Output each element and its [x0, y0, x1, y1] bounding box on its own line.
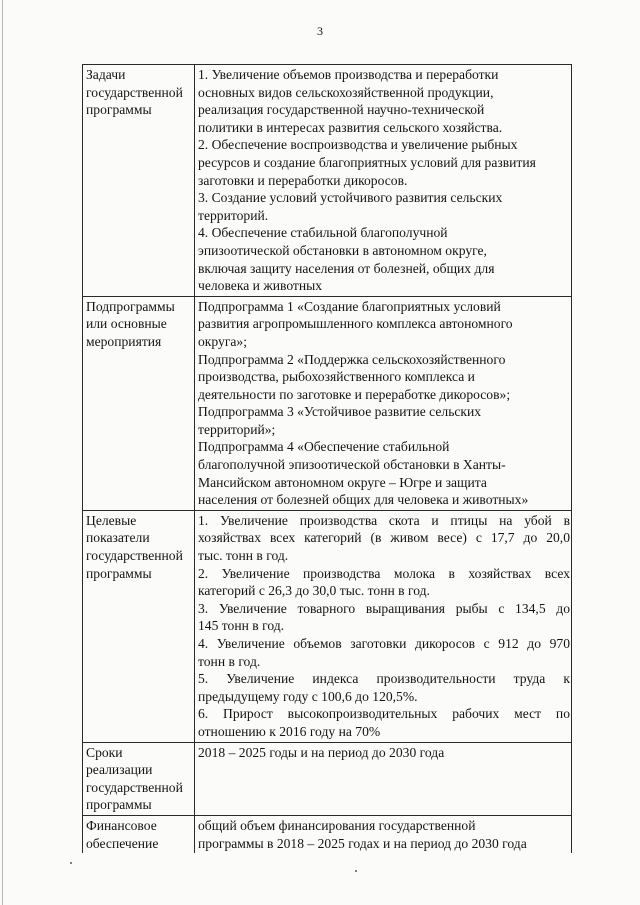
- row-content-line: тыс. тонн в год.: [198, 548, 289, 564]
- row-content-line: эпизоотической обстановки в автономном округе,: [198, 242, 487, 258]
- row-label-line: или основные: [86, 316, 167, 332]
- row-content-line: территорий.: [198, 207, 269, 223]
- row-label-line: Целевые: [86, 512, 137, 528]
- row-content-subprograms: [195, 296, 572, 510]
- row-content-line: 3. Увеличение товарного выращивания рыбы с 134,5 до: [198, 600, 570, 616]
- page-number: 3: [317, 24, 323, 38]
- row-content-line: 2018 – 2025 годы и на период до 2030 года: [198, 744, 445, 760]
- row-label-line: программы: [86, 102, 152, 118]
- row-content-line: 5. Увеличение индекса производительности труда к: [198, 671, 570, 687]
- row-content-line: Подпрограмма 1 «Создание благоприятных условий: [198, 298, 501, 314]
- row-content-line: округа»;: [198, 333, 247, 349]
- row-content-line: заготовки и переработки дикоросов.: [198, 172, 408, 188]
- row-content-line: 145 тонн в год.: [198, 618, 285, 634]
- row-content-line: 3. Создание условий устойчивого развития сельских: [198, 190, 503, 206]
- row-content-line: политики в интересах развития сельского хозяйства.: [198, 119, 503, 135]
- row-content-line: 2. Увеличение производства молока в хозяйствах всех: [198, 565, 570, 581]
- row-content-line: развития агропромышленного комплекса автономного: [198, 316, 513, 332]
- row-content-line: Подпрограмма 4 «Обеспечение стабильной: [198, 439, 450, 455]
- row-content-tasks: [195, 65, 572, 297]
- row-label-line: Подпрограммы: [86, 298, 175, 314]
- row-label-target-indicators: [83, 510, 195, 742]
- row-label-line: обеспечение: [86, 835, 159, 851]
- row-label-line: программы: [86, 565, 152, 581]
- table-row: [83, 742, 572, 815]
- row-label-subprograms: [83, 296, 195, 510]
- row-content-line: деятельности по заготовке и переработке дикоросов»;: [198, 386, 511, 402]
- row-content-line: 1. Увеличение объемов производства и переработки: [198, 67, 499, 82]
- row-label-line: показатели: [86, 530, 150, 546]
- row-label-financing: [83, 815, 195, 853]
- row-content-line: Мансийском автономном округе – Югре и защита: [198, 474, 487, 490]
- row-label-timeframe: [83, 742, 195, 815]
- table-row: [83, 65, 572, 297]
- row-label-tasks: [83, 65, 195, 297]
- table-row: [83, 296, 572, 510]
- table-row: [83, 815, 572, 853]
- row-label-line: государственной: [86, 779, 183, 795]
- row-content-line: тонн в год.: [198, 653, 261, 669]
- row-content-line: программы в 2018 – 2025 годах и на период до 2030 года: [198, 835, 527, 851]
- row-content-timeframe: [195, 742, 572, 815]
- row-content-line: 4. Обеспечение стабильной благополучной: [198, 225, 448, 241]
- scan-edge-mark: [2, 0, 3, 905]
- row-content-line: производства, рыбохозяйственного комплекса и: [198, 369, 475, 385]
- row-content-line: включая защиту населения от болезней, общих для: [198, 260, 495, 276]
- row-content-line: основных видов сельскохозяйственной продукции,: [198, 84, 494, 100]
- row-content-line: территорий»;: [198, 421, 276, 437]
- scan-speck: [355, 870, 357, 872]
- row-content-financing: [195, 815, 572, 853]
- row-label-line: Сроки: [86, 744, 123, 760]
- program-passport-table: [82, 64, 572, 853]
- row-label-line: мероприятия: [86, 333, 162, 349]
- row-content-line: отношению к 2016 году на 70%: [198, 723, 381, 739]
- row-content-line: человека и животных: [198, 278, 323, 294]
- row-content-line: 2. Обеспечение воспроизводства и увеличение рыбных: [198, 137, 518, 153]
- row-label-line: Задачи: [86, 67, 126, 82]
- row-label-line: реализации: [86, 762, 153, 778]
- row-label-line: Финансовое: [86, 817, 157, 833]
- row-label-line: программы: [86, 797, 152, 813]
- row-content-line: населения от болезней общих для человека и животных»: [198, 492, 529, 508]
- row-content-line: Подпрограмма 2 «Поддержка сельскохозяйственного: [198, 351, 506, 367]
- row-content-line: хозяйствах всех категорий (в живом весе) с 17,7 до 20,0: [198, 530, 570, 546]
- row-content-line: общий объем финансирования государственной: [198, 817, 476, 833]
- table-row: [83, 510, 572, 742]
- row-content-line: ресурсов и создание благоприятных условий для развития: [198, 154, 536, 170]
- row-content-line: 6. Прирост высокопроизводительных рабочих мест по: [198, 706, 570, 722]
- scan-speck: [70, 862, 72, 864]
- row-label-line: государственной: [86, 84, 183, 100]
- row-label-line: государственной: [86, 548, 183, 564]
- row-content-line: Подпрограмма 3 «Устойчивое развитие сельских: [198, 404, 482, 420]
- row-content-line: предыдущему году с 100,6 до 120,5%.: [198, 688, 418, 704]
- row-content-target-indicators: [195, 510, 572, 742]
- row-content-line: 1. Увеличение производства скота и птицы на убой в: [198, 512, 570, 528]
- row-content-line: 4. Увеличение объемов заготовки дикоросов с 912 до 970: [198, 636, 570, 651]
- row-content-line: благополучной эпизоотической обстановки в Ханты-: [198, 457, 506, 473]
- row-content-line: категорий с 26,3 до 30,0 тыс. тонн в год.: [198, 583, 430, 599]
- row-content-line: реализация государственной научно-технической: [198, 102, 485, 118]
